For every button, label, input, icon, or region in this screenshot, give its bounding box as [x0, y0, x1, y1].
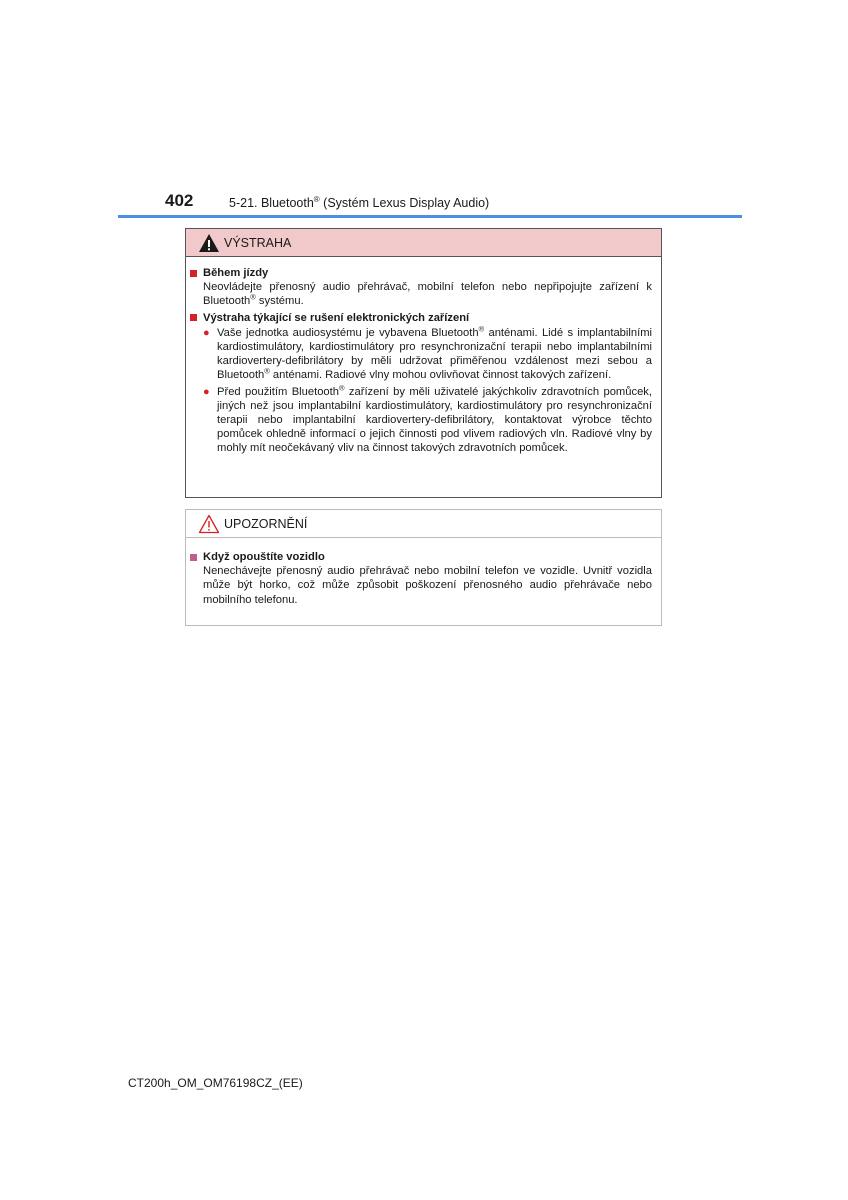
warning-title: VÝSTRAHA	[224, 235, 292, 250]
bullet-text: Před použitím Bluetooth® zařízení by měli uživatelé jakýchkoliv zdravotních pomůcek, jiných než jsou implantabilní kardiostimulátory, kardiostimulátory pro resynchronizační terapii nebo implantabilní kardiovertery-defibrilátory, kontaktovat výrobce těchto pomůcek ohledně informací o jejich činnosti pod vlivem radiových vln. Radiové vlny by mohly mít neočekávaný vliv na činnost takových zdravotních pomůcek.	[217, 382, 652, 455]
red-square-marker	[190, 270, 197, 277]
bullet-item	[203, 326, 652, 383]
page-number: 402	[165, 191, 194, 210]
caution-box	[185, 509, 662, 626]
caution-header	[186, 510, 661, 538]
document-code: CT200h_OM_OM76198CZ_(EE)	[128, 1076, 303, 1090]
bullet-dot-icon: ●	[203, 385, 210, 398]
bullet-item	[203, 382, 652, 456]
warning-header	[186, 229, 661, 257]
caution-triangle-icon	[198, 514, 220, 534]
caution-content	[186, 538, 661, 607]
bullet-text: Vaše jednotka audiosystému je vybavena Bluetooth® anténami. Lidé s implantabilními kardiostimulátory, kardiostimulátory pro resynchronizační terapii nebo implantabilními kardiovertery-defibrilátory by měli udržovat přiměřenou vzdálenost mezi sebou a Bluetooth® anténami. Radiové vlny mohou ovlivňovat činnost takových zařízení.	[217, 324, 652, 382]
section-heading: Výstraha týkající se rušení elektronických zařízení	[190, 311, 652, 325]
caution-title: UPOZORNĚNÍ	[224, 516, 308, 531]
section-title: 5-21. Bluetooth® (Systém Lexus Display Audio)	[229, 195, 490, 211]
red-square-marker	[190, 314, 197, 321]
warning-content	[186, 257, 661, 456]
section-heading: Během jízdy	[190, 266, 652, 280]
section-heading: Když opouštíte vozidlo	[190, 550, 652, 564]
paragraph: Neovládejte přenosný audio přehrávač, mobilní telefon nebo nepřipojujte zařízení k Bluetooth® systému.	[203, 281, 652, 308]
warning-triangle-icon	[198, 233, 220, 253]
header-rule	[118, 215, 742, 218]
bullet-dot-icon: ●	[203, 326, 210, 339]
paragraph: Nenechávejte přenosný audio přehrávač nebo mobilní telefon ve vozidle. Uvnitř vozidla může být horko, což může způsobit poškození přenosného audio přehrávače nebo mobilního telefonu.	[203, 565, 652, 606]
warning-box	[185, 228, 662, 498]
pink-square-marker	[190, 554, 197, 561]
